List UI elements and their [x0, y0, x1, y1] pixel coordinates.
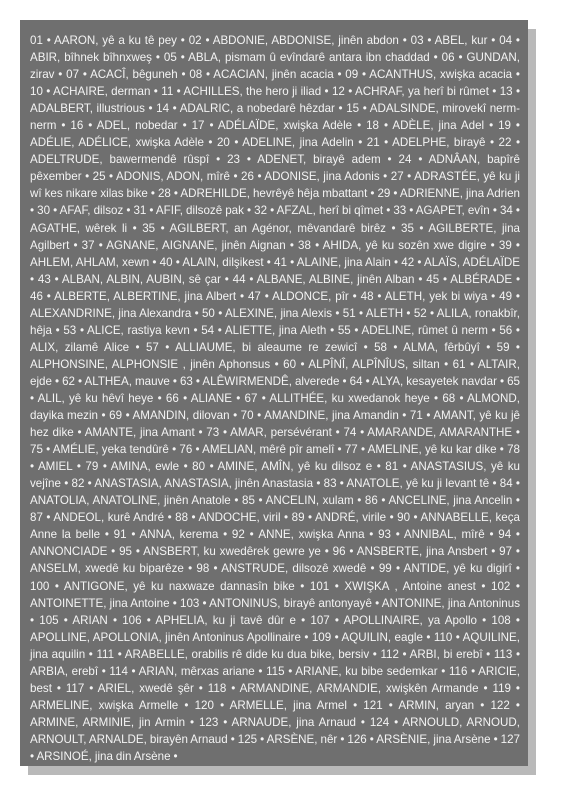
- name-list-panel: [20, 20, 528, 766]
- names-text: 01 • AARON, yê a ku tê pey • 02 • ABDONIE, ABDONISE, jinên abdon • 03 • ABEL, kur • 04 • ABIR, bîhnek bîhnxweş • 05 • ABLA, pismam û evîndarê antara ibn chaddad • 06 • GUNDAN, zirav • 07 • ACACÎ, bêguneh • 08 • ACACIAN, jinên acacia • 09 • ACANTHUS, xwişka acacia • 10 • ACHAIRE, derman • 11 • ACHILLES, the hero ji iliad • 12 • ACHRAF, ya herî bi rûmet • 13 • ADALBERT, illustrious • 14 • ADALRIC, a nobedarê hêzdar • 15 • ADALSINDE, mirovekî nerm-nerm • 16 • ADEL, nobedar • 17 • ADÉLAÏDE, xwişka Adèle • 18 • ADÈLE, jina Adel • 19 • ADÉLIE, ADÉLICE, xwişka Adèle • 20 • ADELINE, jina Adelin • 21 • ADELPHE, birayê • 22 • ADELTRUDE, bawermendê rûspî • 23 • ADENET, birayê adem • 24 • ADNÂAN, bapîrê pêxember • 25 • ADONIS, ADON, mîrê • 26 • ADONISE, jina Adonis • 27 • ADRASTÉE, yê ku ji wî kes nikare xilas bike • 28 • ADREHILDE, hevrêyê hêja mbattant • 29 • ADRIENNE, jina Adrien • 30 • AFAF, dilsoz • 31 • AFIF, dilsozê pak • 32 • AFZAL, herî bi qîmet • 33 • AGAPET, evîn • 34 • AGATHE, wêrek li • 35 • AGILBERT, an Agénor, mêvandarê birêz • 35 • AGILBERTE, jina Agilbert • 37 • AGNANE, AIGNANE, jinên Aignan • 38 • AHIDA, yê ku sozên xwe digire • 39 • AHLEM, AHLAM, xewn • 40 • ALAIN, dilşikest • 41 • ALAINE, jina Alain • 42 • ALAÏS, ADÉLAÏDE • 43 • ALBAN, ALBIN, AUBIN, sê çar • 44 • ALBANE, ALBINE, jinên Alban • 45 • ALBÉRADE • 46 • ALBERTE, ALBERTINE, jina Albert • 47 • ALDONCE, pîr • 48 • ALETH, yek bi wiya • 49 • ALEXANDRINE, jina Alexandra • 50 • ALEXINE, jina Alexis • 51 • ALETH • 52 • ALILA, ronakbîr, hêja • 53 • ALICE, rastiya kevn • 54 • ALIETTE, jina Aleth • 55 • ADELINE, rûmet û nerm • 56 • ALIX, zilamê Alice • 57 • ALLIAUME, bi aleaume re zewicî • 58 • ALMA, fêrbûyî • 59 • ALPHONSINE, ALPHONSIE , jinên Aphonsus • 60 • ALPÎNÎ, ALPÎNÎUS, siltan • 61 • ALTAIR, ejde • 62 • ALTHEA, mauve • 63 • ALÊWIRMENDÊ, alverede • 64 • ALYA, kesayetek navdar • 65 • ALIL, yê ku hêvî heye • 66 • ALIANE • 67 • ALLITHÉE, ku xwedanok heye • 68 • ALMOND, dayika mezin • 69 • AMANDIN, dilovan • 70 • AMANDINE, jina Amandin • 71 • AMANT, yê ku jê hez dike • AMANTE, jina Amant • 73 • AMAR, persévérant • 74 • AMARANDE, AMARANTHE • 75 • AMÉLIE, yeka tendûrê • 76 • AMELIAN, mêrê pîr amelî • 77 • AMELINE, yê ku kar dike • 78 • AMIEL • 79 • AMINA, ewle • 80 • AMINE, AMÎN, yê ku dilsoz e • 81 • ANASTASIUS, yê ku vejîne • 82 • ANASTASIA, ANASTASIA, jinên Anastasia • 83 • ANATOLE, yê ku ji levant tê • 84 • ANATOLIA, ANATOLINE, jinên Anatole • 85 • ANCELIN, xulam • 86 • ANCELINE, jina Ancelin • 87 • ANDEOL, kurê André • 88 • ANDOCHE, viril • 89 • ANDRÉ, virile • 90 • ANNABELLE, keça Anne la belle • 91 • ANNA, keremа • 92 • ANNE, xwişka Anna • 93 • ANNIBAL, mîrê • 94 • ANNONCIADE • 95 • ANSBERT, ku xwedêrek gewre ye • 96 • ANSBERTE, jina Ansbert • 97 • ANSELM, xwedê ku biparêze • 98 • ANSTRUDE, dilsozê xwedê • 99 • ANTIDE, yê ku digirî • 100 • ANTIGONE, yê ku naxwaze dannasîn bike • 101 • XWIŞKA , Antoine anest • 102 • ANTOINETTE, jina Antoine • 103 • ANTONINUS, birayê antonyayê • ANTONINE, jina Antoninus • 105 • ARIAN • 106 • APHELIA, ku ji tavê dûr e • 107 • APOLLINAIRE, ya Apollo • 108 • APOLLINE, APOLLONIA, jinên Antoninus Apollinaire • 109 • AQUILIN, eagle • 110 • AQUILINE, jina aquilin • 111 • ARABELLE, orabilis rê dide ku dua bike, bersiv • 112 • ARBI, bi erebî • 113 • ARBIA, erebî • 114 • ARIAN, mêrxas ariane • 115 • ARIANE, ku bibe sedemkar • 116 • ARICIE, best • 117 • ARIEL, xwedê şêr • 118 • ARMANDINE, ARMANDIE, xwişkên Armande • 119 • ARMELINE, xwişka Armelle • 120 • ARMELLE, jina Armel • 121 • ARMIN, aryan • 122 • ARMINE, ARMINIE, jin Armin • 123 • ARNAUDE, jina Arnaud • 124 • ARNOULD, ARNOUD, ARNOULT, ARNALDE, birayên Arnaud • 125 • ARSÈNE, nêr • 126 • ARSÈNIE, jina Arsène • 127 • ARSINOÉ, jina din Arsène •: [30, 34, 520, 763]
